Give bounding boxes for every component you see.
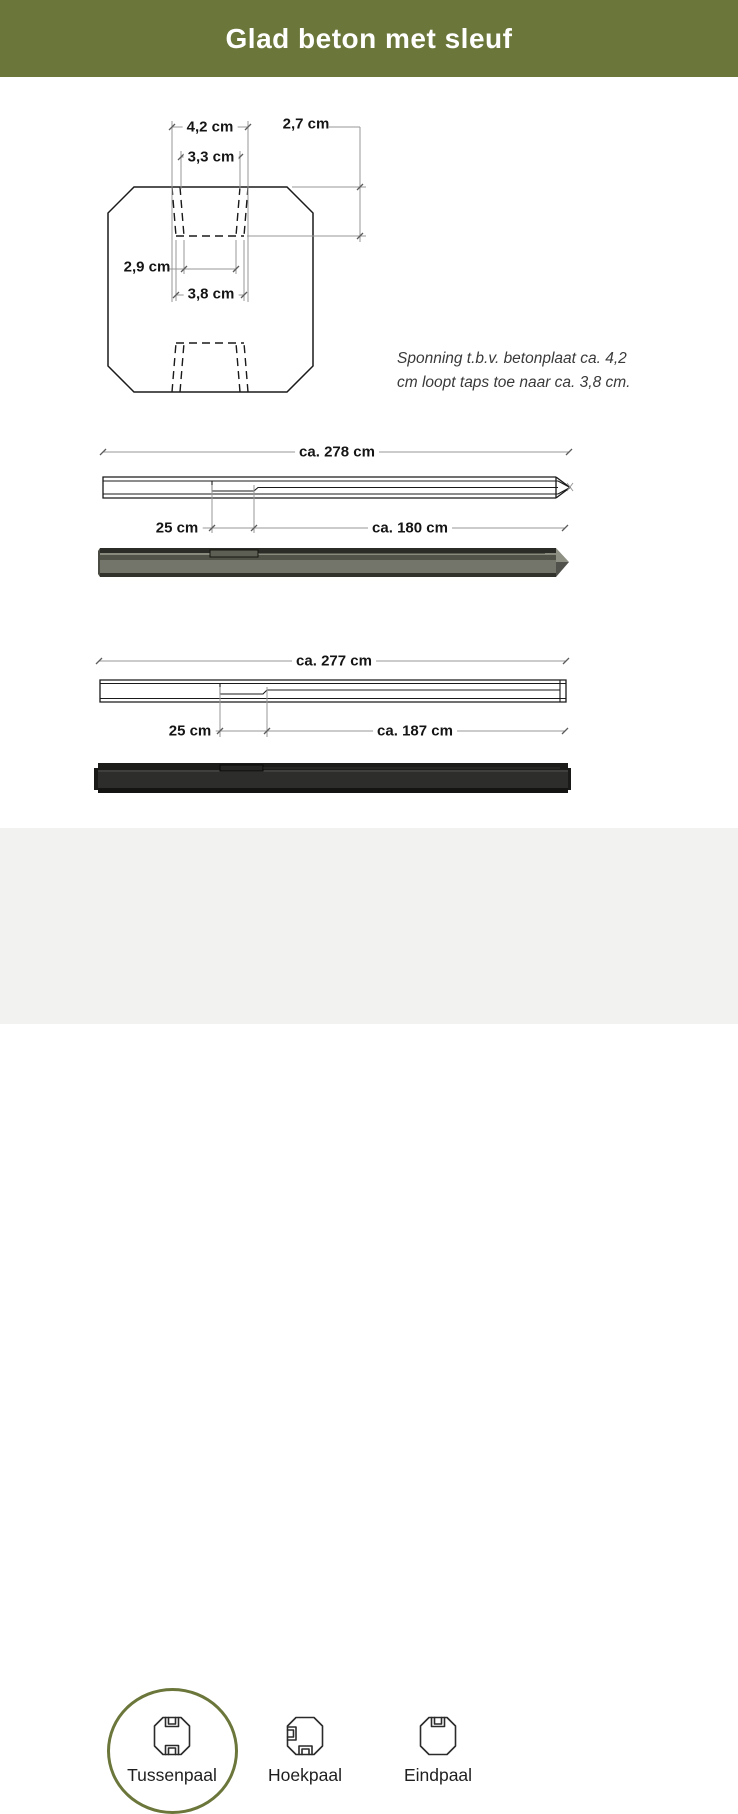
dim-label-depth: 2,7 cm — [282, 115, 330, 133]
page-title: Glad beton met sleuf — [225, 22, 513, 54]
post-type-hoekpaal[interactable] — [235, 1716, 375, 1785]
tussenpaal-icon — [153, 1716, 191, 1756]
dim-label-bottom-inner: 2,9 cm — [123, 258, 171, 276]
post2-render — [94, 763, 571, 793]
post-type-eindpaal[interactable] — [368, 1716, 508, 1785]
dim-label-bottom-outer: 3,8 cm — [184, 287, 239, 302]
post-type-label: Eindpaal — [403, 1765, 473, 1785]
post2-right-length-label: ca. 187 cm — [373, 724, 457, 739]
post-type-label: Hoekpaal — [268, 1765, 342, 1785]
sponning-note-line1: Sponning t.b.v. betonplaat ca. 4,2 — [397, 350, 627, 367]
post-type-selector — [0, 828, 738, 1785]
dim-label-top-outer: 4,2 cm — [183, 120, 238, 135]
post1-right-length-label: ca. 180 cm — [368, 521, 452, 536]
post-type-tussenpaal[interactable] — [102, 1716, 242, 1785]
eindpaal-icon — [419, 1716, 457, 1756]
post1-render — [98, 548, 569, 577]
post1-slot-length-label: 25 cm — [152, 521, 203, 536]
post-type-label: Tussenpaal — [127, 1765, 217, 1785]
hoekpaal-icon — [286, 1716, 324, 1756]
post1-total-length-label: ca. 278 cm — [295, 445, 379, 460]
dim-label-top-inner: 3,3 cm — [184, 150, 239, 165]
post2-slot-length-label: 25 cm — [165, 724, 216, 739]
sponning-note-line2: cm loopt taps toe naar ca. 3,8 cm. — [397, 374, 631, 391]
page-header — [0, 0, 738, 77]
post2-total-length-label: ca. 277 cm — [292, 654, 376, 669]
